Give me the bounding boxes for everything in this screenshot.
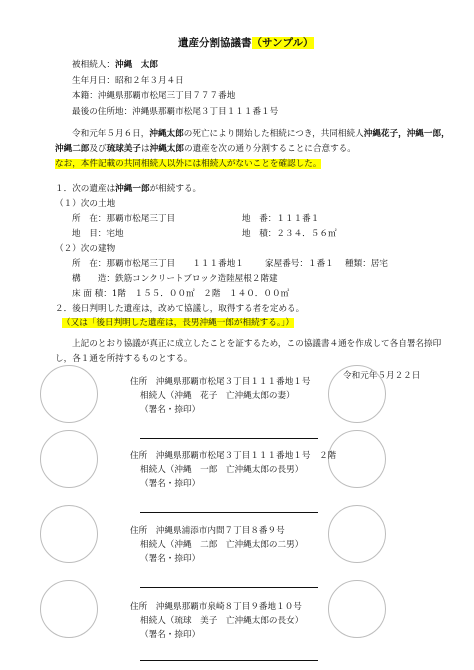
- signature-line[interactable]: [140, 660, 318, 661]
- land-category: 地 目：宅地: [72, 229, 124, 239]
- closing-line-2: し，各１通を所持するものとする。: [55, 354, 193, 364]
- signatory-1-address: 住所 沖縄県那覇市松尾３丁目１１１番地１号: [130, 377, 311, 387]
- seal-circle: [40, 580, 98, 638]
- section-1-heading: １．次の遺産は沖縄一郎が相続する。: [55, 184, 202, 194]
- land-lot-number: 地 番：１１１番１: [242, 214, 320, 224]
- intro-line-1: 令和元年５月６日，沖縄太郎の死亡により開始した相続につき，共同相続人沖縄花子，沖縄一郎，: [72, 129, 450, 139]
- signatory-4-heir: 相続人（琉球 美子 亡沖縄太郎の長女）: [140, 616, 304, 626]
- deceased-name-line: 被相続人：沖縄 太郎: [72, 60, 158, 70]
- section-2-alternative: （又は「後日判明した遺産は，長男沖縄一郎が相続する。」）: [62, 318, 295, 328]
- building-house-number: 家屋番号：１番１: [265, 259, 334, 269]
- signatory-3-sign-note: （署名・捺印）: [140, 554, 201, 564]
- deceased-domicile: 本籍：沖縄県那覇市松尾三丁目７７７番地: [72, 91, 236, 101]
- document-title: [178, 38, 314, 49]
- agreement-date: 令和元年５月２２日: [343, 371, 421, 381]
- seal-circle: [328, 430, 386, 488]
- land-heading: （１）次の土地: [55, 199, 116, 209]
- signatory-4-address: 住所 沖縄県那覇市泉崎８丁目９番地１０号: [130, 602, 302, 612]
- land-area: 地 積：２３４．５６㎡: [242, 229, 337, 239]
- seal-circle: [328, 580, 386, 638]
- signatory-2-heir: 相続人（沖縄 一郎 亡沖縄太郎の長男）: [140, 465, 304, 475]
- intro-line-2: 沖縄二郎及び琉球美子は沖縄太郎の遺産を次の通り分割することに合意する。: [55, 144, 356, 154]
- signatory-3-heir: 相続人（沖縄 二郎 亡沖縄太郎の二男）: [140, 540, 304, 550]
- building-heading: （２）次の建物: [55, 244, 116, 254]
- intro-line-3: なお，本件記載の共同相続人以外には相続人がないことを確認した。: [55, 159, 322, 169]
- seal-circle: [40, 505, 98, 563]
- section-2-heading: ２．後日判明した遺産は，改めて協議し，取得する者を定める。: [55, 304, 305, 314]
- seal-circle: [328, 365, 386, 423]
- signatory-2-sign-note: （署名・捺印）: [140, 479, 201, 489]
- building-type: 種類：居宅: [345, 259, 388, 269]
- seal-circle: [40, 365, 98, 423]
- deceased-birth: 生年月日：昭和２年３月４日: [72, 76, 184, 86]
- title-main: 遺産分割協議書: [178, 37, 252, 49]
- seal-circle: [40, 430, 98, 488]
- signatory-1-heir: 相続人（沖縄 花子 亡沖縄太郎の妻）: [140, 391, 295, 401]
- closing-line-1: 上記のとおり協議が真正に成立したことを証するため，この協議書４通を作成して各自署名捺印: [72, 339, 442, 349]
- building-structure: 構 造：鉄筋コンクリートブロック造陸屋根２階建: [72, 274, 278, 284]
- signatory-1-sign-note: （署名・捺印）: [140, 405, 201, 415]
- signature-line[interactable]: [140, 587, 318, 588]
- seal-circle: [328, 505, 386, 563]
- deceased-name: 沖縄 太郎: [114, 60, 158, 70]
- land-location: 所 在：那覇市松尾三丁目: [72, 214, 176, 224]
- title-sample-tag: （サンプル）: [251, 37, 314, 49]
- deceased-address: 最後の住所地：沖縄県那覇市松尾３丁目１１１番１号: [72, 107, 279, 117]
- signatory-4-sign-note: （署名・捺印）: [140, 630, 201, 640]
- signature-line[interactable]: [140, 512, 318, 513]
- signatory-3-address: 住所 沖縄県浦添市内間７丁目８番９号: [130, 526, 285, 536]
- building-location: 所 在：那覇市松尾三丁目 １１１番地１: [72, 259, 244, 269]
- signature-line[interactable]: [140, 438, 318, 439]
- building-floor-area: 床 面 積：1階 １５５．００㎡ ２階 １４０．００㎡: [72, 289, 290, 299]
- signatory-2-address: 住所 沖縄県那覇市松尾３丁目１１１番地１号 ２階: [130, 451, 337, 461]
